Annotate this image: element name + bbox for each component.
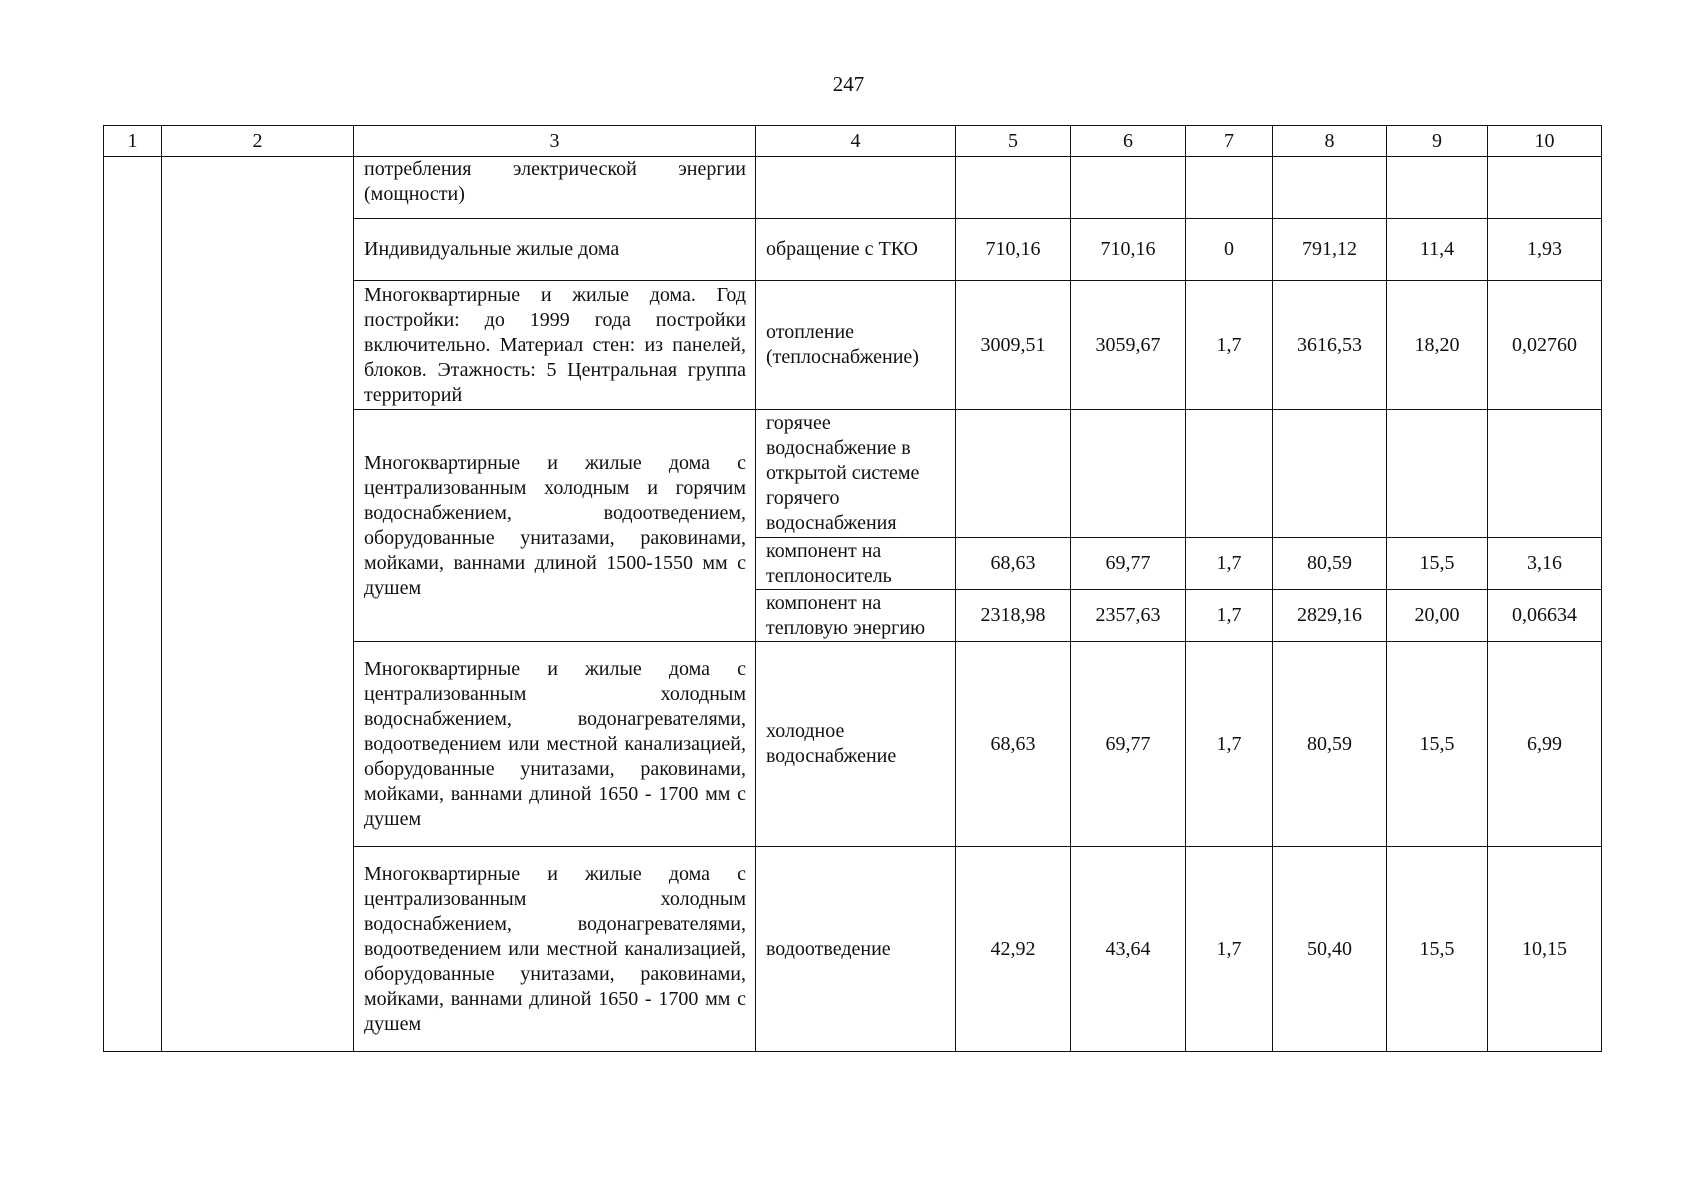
service-cell: обращение с ТКО <box>756 219 956 281</box>
column-header: 10 <box>1488 126 1602 157</box>
value-cell: 1,7 <box>1186 590 1273 642</box>
value-cell: 2829,16 <box>1273 590 1387 642</box>
table-header-row <box>104 126 1602 157</box>
value-cell: 791,12 <box>1273 219 1387 281</box>
description-cell: Индивидуальные жилые дома <box>354 219 756 281</box>
value-cell: 68,63 <box>956 642 1071 847</box>
value-cell: 2357,63 <box>1071 590 1186 642</box>
column-2-cell <box>162 157 354 1052</box>
column-header: 8 <box>1273 126 1387 157</box>
column-header: 1 <box>104 126 162 157</box>
column-1-cell <box>104 157 162 1052</box>
service-cell: холодное водоснабжение <box>756 642 956 847</box>
value-cell: 3009,51 <box>956 281 1071 410</box>
description-cell: потребления электрической энергии (мощности) <box>354 157 756 219</box>
column-header: 6 <box>1071 126 1186 157</box>
value-cell: 11,4 <box>1387 219 1488 281</box>
value-cell: 710,16 <box>956 219 1071 281</box>
value-cell <box>956 157 1071 219</box>
value-cell: 20,00 <box>1387 590 1488 642</box>
value-cell: 1,7 <box>1186 538 1273 590</box>
value-cell: 50,40 <box>1273 847 1387 1052</box>
description-cell: Многоквартирные и жилые дома с централизованным холодным водоснабжением, водонагревателями, водоотведением или местной канализацией, оборудованные унитазами, раковинами, мойками, ваннами длиной 1650 - 1700 мм с душем <box>354 642 756 847</box>
value-cell: 3616,53 <box>1273 281 1387 410</box>
value-cell: 69,77 <box>1071 538 1186 590</box>
service-cell: отопление (теплоснабжение) <box>756 281 956 410</box>
value-cell: 15,5 <box>1387 538 1488 590</box>
value-cell <box>1488 157 1602 219</box>
value-cell: 3,16 <box>1488 538 1602 590</box>
value-cell: 69,77 <box>1071 642 1186 847</box>
value-cell: 80,59 <box>1273 642 1387 847</box>
value-cell: 3059,67 <box>1071 281 1186 410</box>
value-cell <box>956 410 1071 538</box>
description-cell: Многоквартирные и жилые дома с централизованным холодным и горячим водоснабжением, водоотведением, оборудованные унитазами, раковинами, мойками, ваннами длиной 1500-1550 мм с душем <box>354 410 756 642</box>
column-header: 4 <box>756 126 956 157</box>
value-cell: 1,7 <box>1186 642 1273 847</box>
value-cell: 10,15 <box>1488 847 1602 1052</box>
value-cell: 18,20 <box>1387 281 1488 410</box>
value-cell: 68,63 <box>956 538 1071 590</box>
column-header: 7 <box>1186 126 1273 157</box>
value-cell: 0,02760 <box>1488 281 1602 410</box>
value-cell <box>1071 157 1186 219</box>
value-cell: 6,99 <box>1488 642 1602 847</box>
value-cell <box>1186 157 1273 219</box>
value-cell <box>1071 410 1186 538</box>
value-cell <box>1488 410 1602 538</box>
column-header: 5 <box>956 126 1071 157</box>
description-cell: Многоквартирные и жилые дома с централизованным холодным водоснабжением, водонагревателями, водоотведением или местной канализацией, оборудованные унитазами, раковинами, мойками, ваннами длиной 1650 - 1700 мм с душем <box>354 847 756 1052</box>
value-cell: 0,06634 <box>1488 590 1602 642</box>
description-cell: Многоквартирные и жилые дома. Год постройки: до 1999 года постройки включительно. Материал стен: из панелей, блоков. Этажность: 5 Центральная группа территорий <box>354 281 756 410</box>
value-cell: 15,5 <box>1387 847 1488 1052</box>
service-cell: компонент на теплоноситель <box>756 538 956 590</box>
service-cell <box>756 157 956 219</box>
service-cell: компонент на тепловую энергию <box>756 590 956 642</box>
value-cell <box>1387 410 1488 538</box>
column-header: 2 <box>162 126 354 157</box>
value-cell: 15,5 <box>1387 642 1488 847</box>
value-cell: 2318,98 <box>956 590 1071 642</box>
value-cell: 1,7 <box>1186 281 1273 410</box>
table-row <box>104 157 1602 219</box>
value-cell: 710,16 <box>1071 219 1186 281</box>
value-cell: 1,7 <box>1186 847 1273 1052</box>
service-cell: водоотведение <box>756 847 956 1052</box>
value-cell: 1,93 <box>1488 219 1602 281</box>
value-cell: 0 <box>1186 219 1273 281</box>
value-cell <box>1273 410 1387 538</box>
page-number: 247 <box>832 72 865 96</box>
value-cell <box>1387 157 1488 219</box>
value-cell <box>1273 157 1387 219</box>
column-header: 3 <box>354 126 756 157</box>
value-cell: 43,64 <box>1071 847 1186 1052</box>
value-cell: 42,92 <box>956 847 1071 1052</box>
value-cell <box>1186 410 1273 538</box>
column-header: 9 <box>1387 126 1488 157</box>
value-cell: 80,59 <box>1273 538 1387 590</box>
service-cell: горячее водоснабжение в открытой системе горячего водоснабжения <box>756 410 956 538</box>
tariff-table <box>103 125 1602 1052</box>
